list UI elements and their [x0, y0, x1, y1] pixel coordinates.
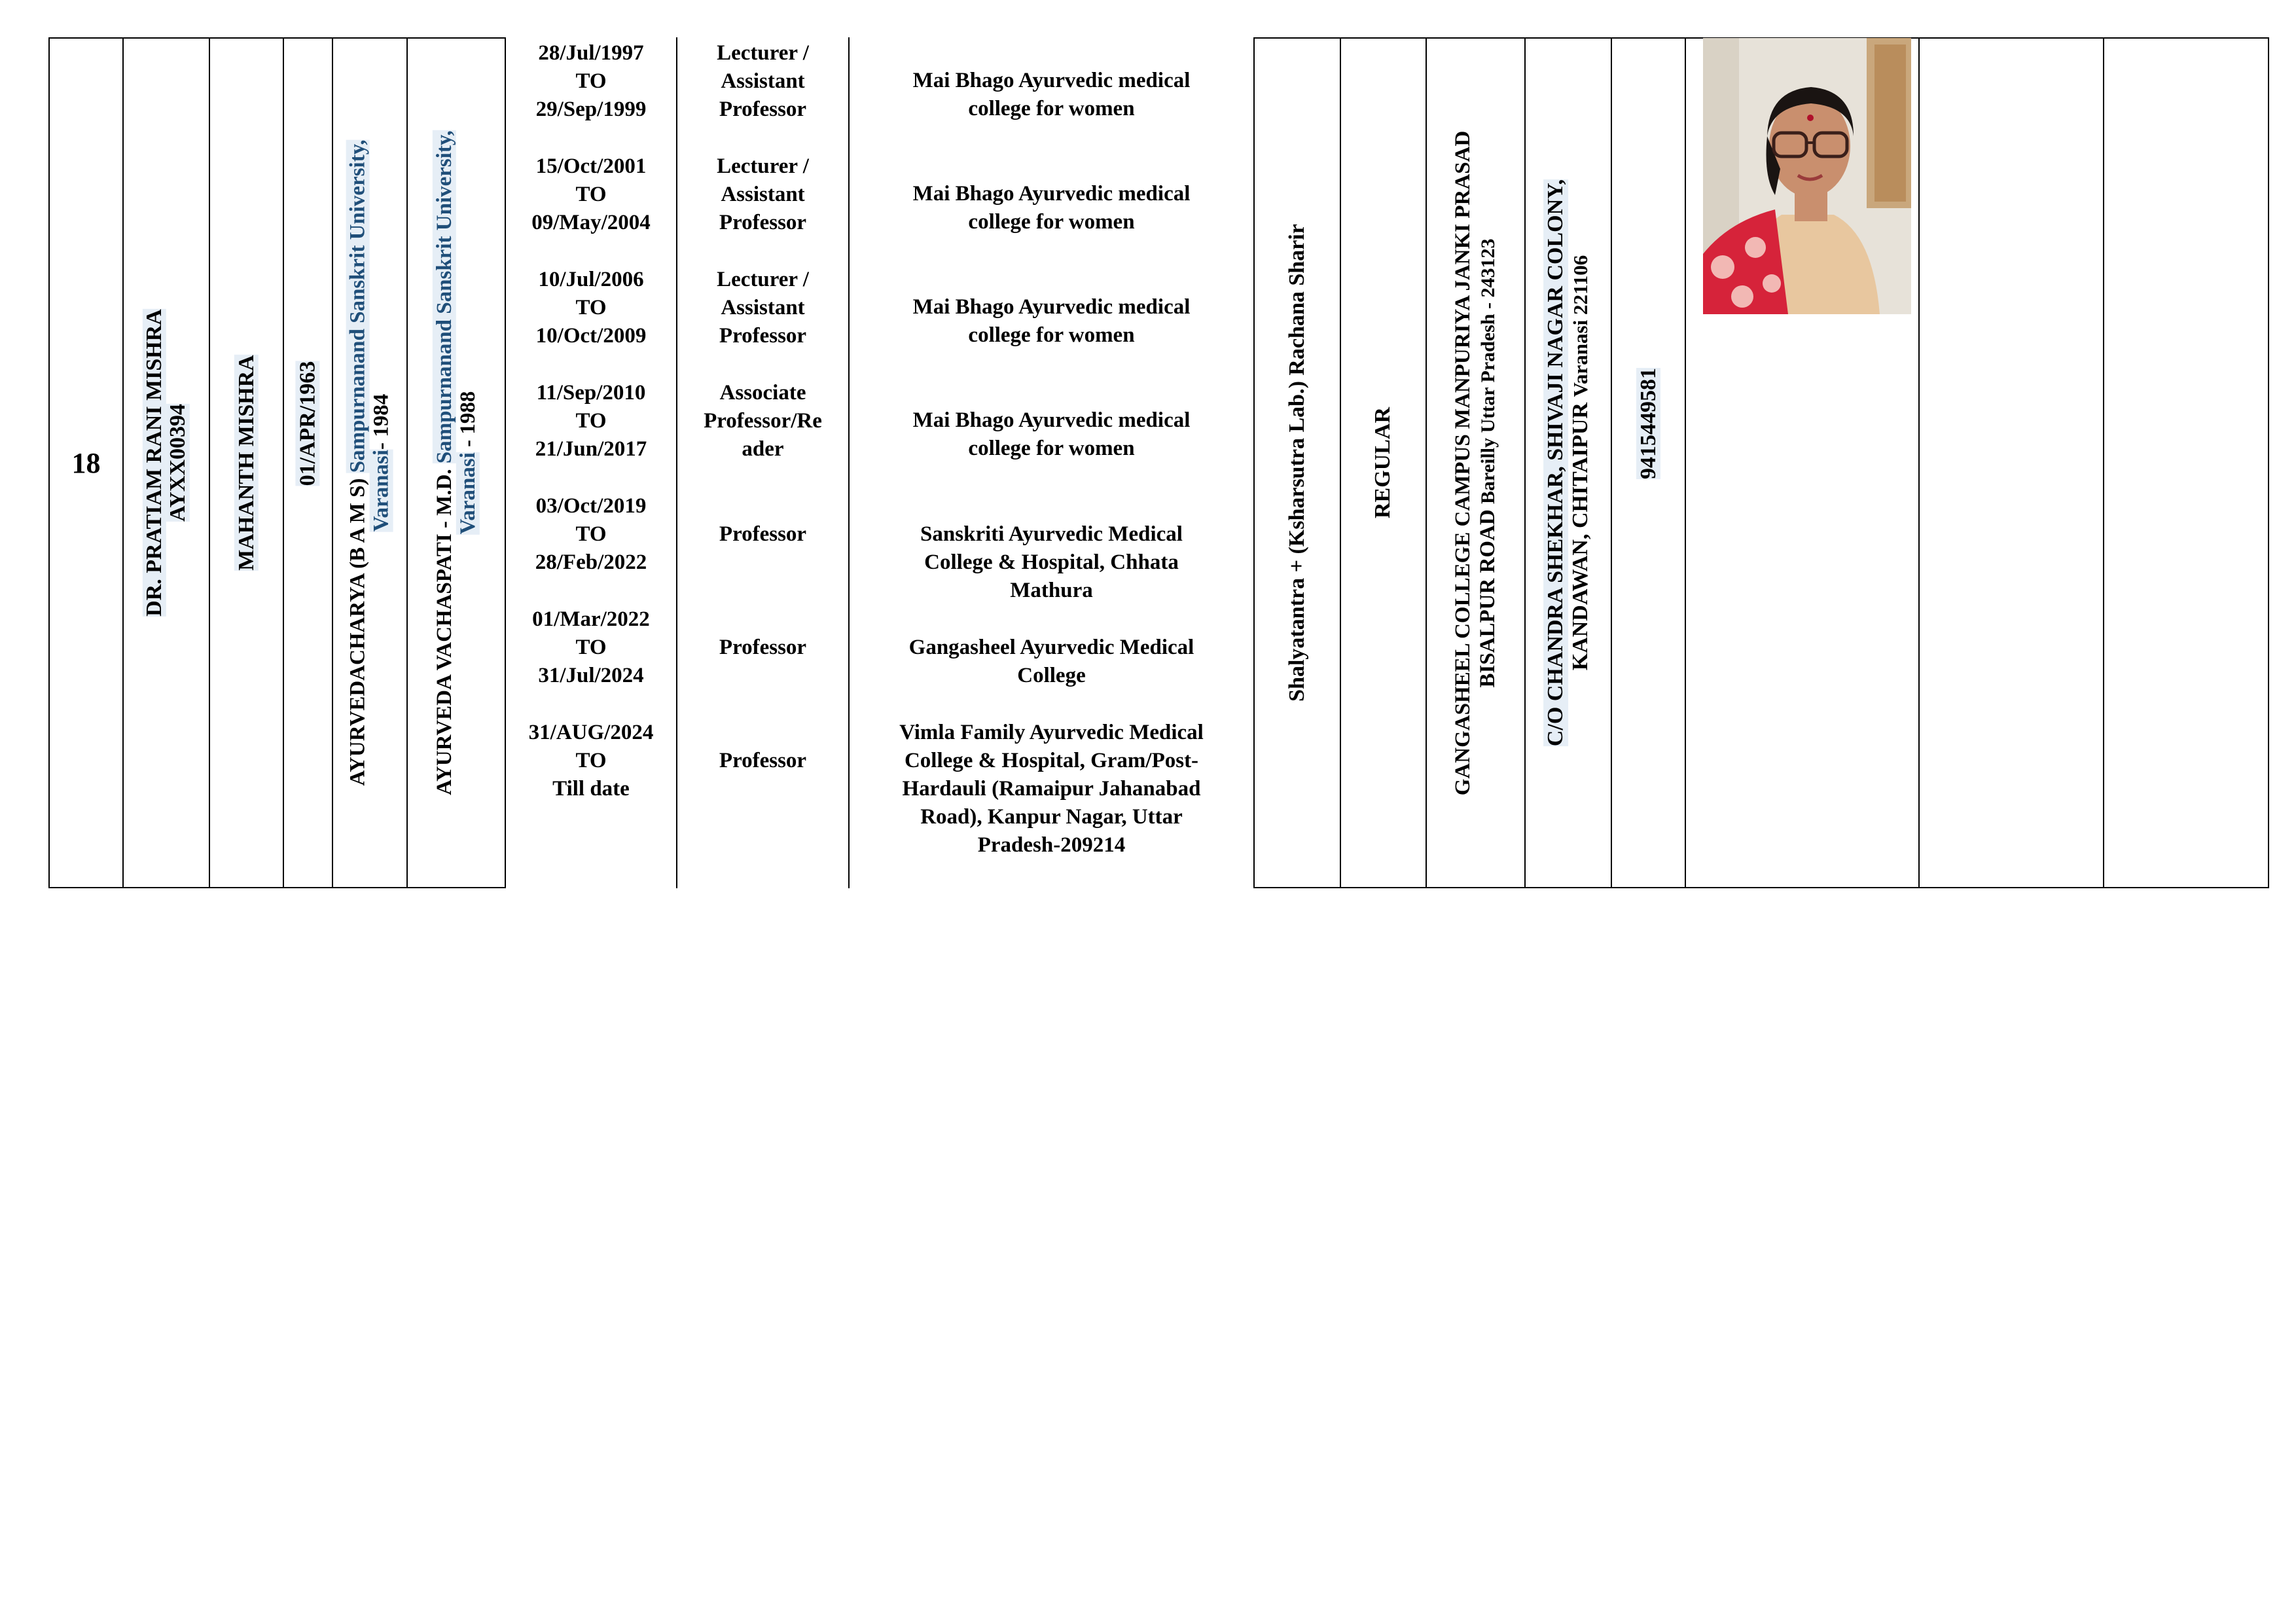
- pg-university: Sampurnanand Sanskrit University,: [433, 130, 456, 464]
- experience-college: Mai Bhago Ayurvedic medical college for women: [912, 408, 1191, 460]
- experience-designation: Professor: [719, 522, 807, 546]
- ug-place: Varanasi: [370, 449, 393, 532]
- father-name: MAHANTH MISHRA: [234, 355, 259, 571]
- serial-number-cell: [50, 39, 122, 887]
- experience-designation: Lecturer / Assistant Professor: [717, 268, 809, 348]
- experience-college: Mai Bhago Ayurvedic medical college for women: [912, 69, 1191, 120]
- permanent-address-cell: [1526, 39, 1611, 887]
- mobile-number: 9415449581: [1636, 368, 1660, 479]
- ug-qualification-cell: [333, 39, 406, 887]
- permanent-address-line2b: Varanasi 221106: [1569, 255, 1592, 397]
- experience-college: Sanskriti Ayurvedic Medical College & Hospital, Chhata Mathura: [920, 522, 1183, 602]
- ug-university: Sampurnanand Sanskrit University,: [346, 139, 370, 473]
- experience-college: Mai Bhago Ayurvedic medical college for women: [912, 182, 1191, 234]
- portrait-image: [1703, 38, 1911, 314]
- teacher-name: DR. PRATIAM RANI MISHRA: [142, 309, 167, 617]
- ug-degree: AYURVEDACHARYA (B A M S): [346, 478, 370, 786]
- teacher-photo: [1703, 38, 1911, 314]
- registration-id: AYXX00394: [166, 403, 190, 522]
- experience-period: 28/Jul/1997 TO 29/Sep/1999: [535, 41, 647, 121]
- experience-period: 03/Oct/2019 TO 28/Feb/2022: [535, 494, 647, 574]
- mobile-cell: [1612, 39, 1685, 887]
- pg-year: - 1988: [456, 391, 480, 447]
- dob-cell: [284, 39, 332, 887]
- experience-designation: Lecturer / Assistant Professor: [717, 41, 809, 121]
- name-cell: [124, 39, 209, 887]
- experience-period: 11/Sep/2010 TO 21/Jun/2017: [535, 381, 647, 461]
- experience-college: Gangasheel Ayurvedic Medical College: [908, 636, 1194, 687]
- serial-number: 18: [71, 446, 101, 479]
- present-address-line2a: BISALPUR ROAD: [1476, 509, 1500, 688]
- experience-period: 31/AUG/2024 TO Till date: [528, 721, 654, 801]
- pg-qualification-cell: [408, 39, 505, 887]
- department-cell: [1255, 39, 1340, 887]
- experience-designation: Associate Professor/Re ader: [704, 381, 822, 461]
- experience-designation: Professor: [719, 636, 807, 659]
- empty-cell: [1920, 39, 2103, 887]
- experience-college: Vimla Family Ayurvedic Medical College & Hospital, Gram/Post- Hardauli (Ramaipur Jahanabad Road), Kanpur Nagar, Uttar Pradesh-209214: [899, 721, 1204, 857]
- experience-period: 01/Mar/2022 TO 31/Jul/2024: [532, 607, 650, 687]
- table-bottom-border: [48, 887, 506, 888]
- col-border: [2268, 37, 2269, 888]
- ug-year: - 1984: [370, 393, 393, 450]
- pg-degree: AYURVEDA VACHASPATI - M.D.: [433, 469, 456, 795]
- father-name-cell: [210, 39, 283, 887]
- experience-period: 10/Jul/2006 TO 10/Oct/2009: [535, 268, 647, 348]
- col-border: [1685, 37, 1686, 888]
- experience-period: 15/Oct/2001 TO 09/May/2004: [531, 154, 651, 234]
- date-of-birth: 01/APR/1963: [295, 361, 320, 486]
- experience-college: Mai Bhago Ayurvedic medical college for women: [912, 295, 1191, 347]
- pg-place: Varanasi: [456, 452, 480, 535]
- department: Shalyatantra + (Ksharsutra Lab.) Rachana Sharir: [1285, 224, 1309, 702]
- permanent-address-line1: C/O CHANDRA SHEKHAR, SHIVAJI NAGAR COLONY,: [1543, 179, 1568, 747]
- present-address-cell: [1427, 39, 1524, 887]
- present-address-line2b: Bareilly Uttar Pradesh - 243123: [1477, 238, 1499, 504]
- experience-designation: Professor: [719, 749, 807, 772]
- permanent-address-line2a: KANDAWAN, CHITAIPUR: [1568, 403, 1592, 671]
- status-cell: [1341, 39, 1426, 887]
- table-bottom-border-right: [1253, 887, 2269, 888]
- present-address-line1: GANGASHEEL COLLEGE CAMPUS MANPURIYA JANKI PRASAD: [1451, 130, 1475, 795]
- empty-cell: [2104, 39, 2268, 887]
- status: REGULAR: [1371, 406, 1395, 519]
- experience-designation: Lecturer / Assistant Professor: [717, 154, 809, 234]
